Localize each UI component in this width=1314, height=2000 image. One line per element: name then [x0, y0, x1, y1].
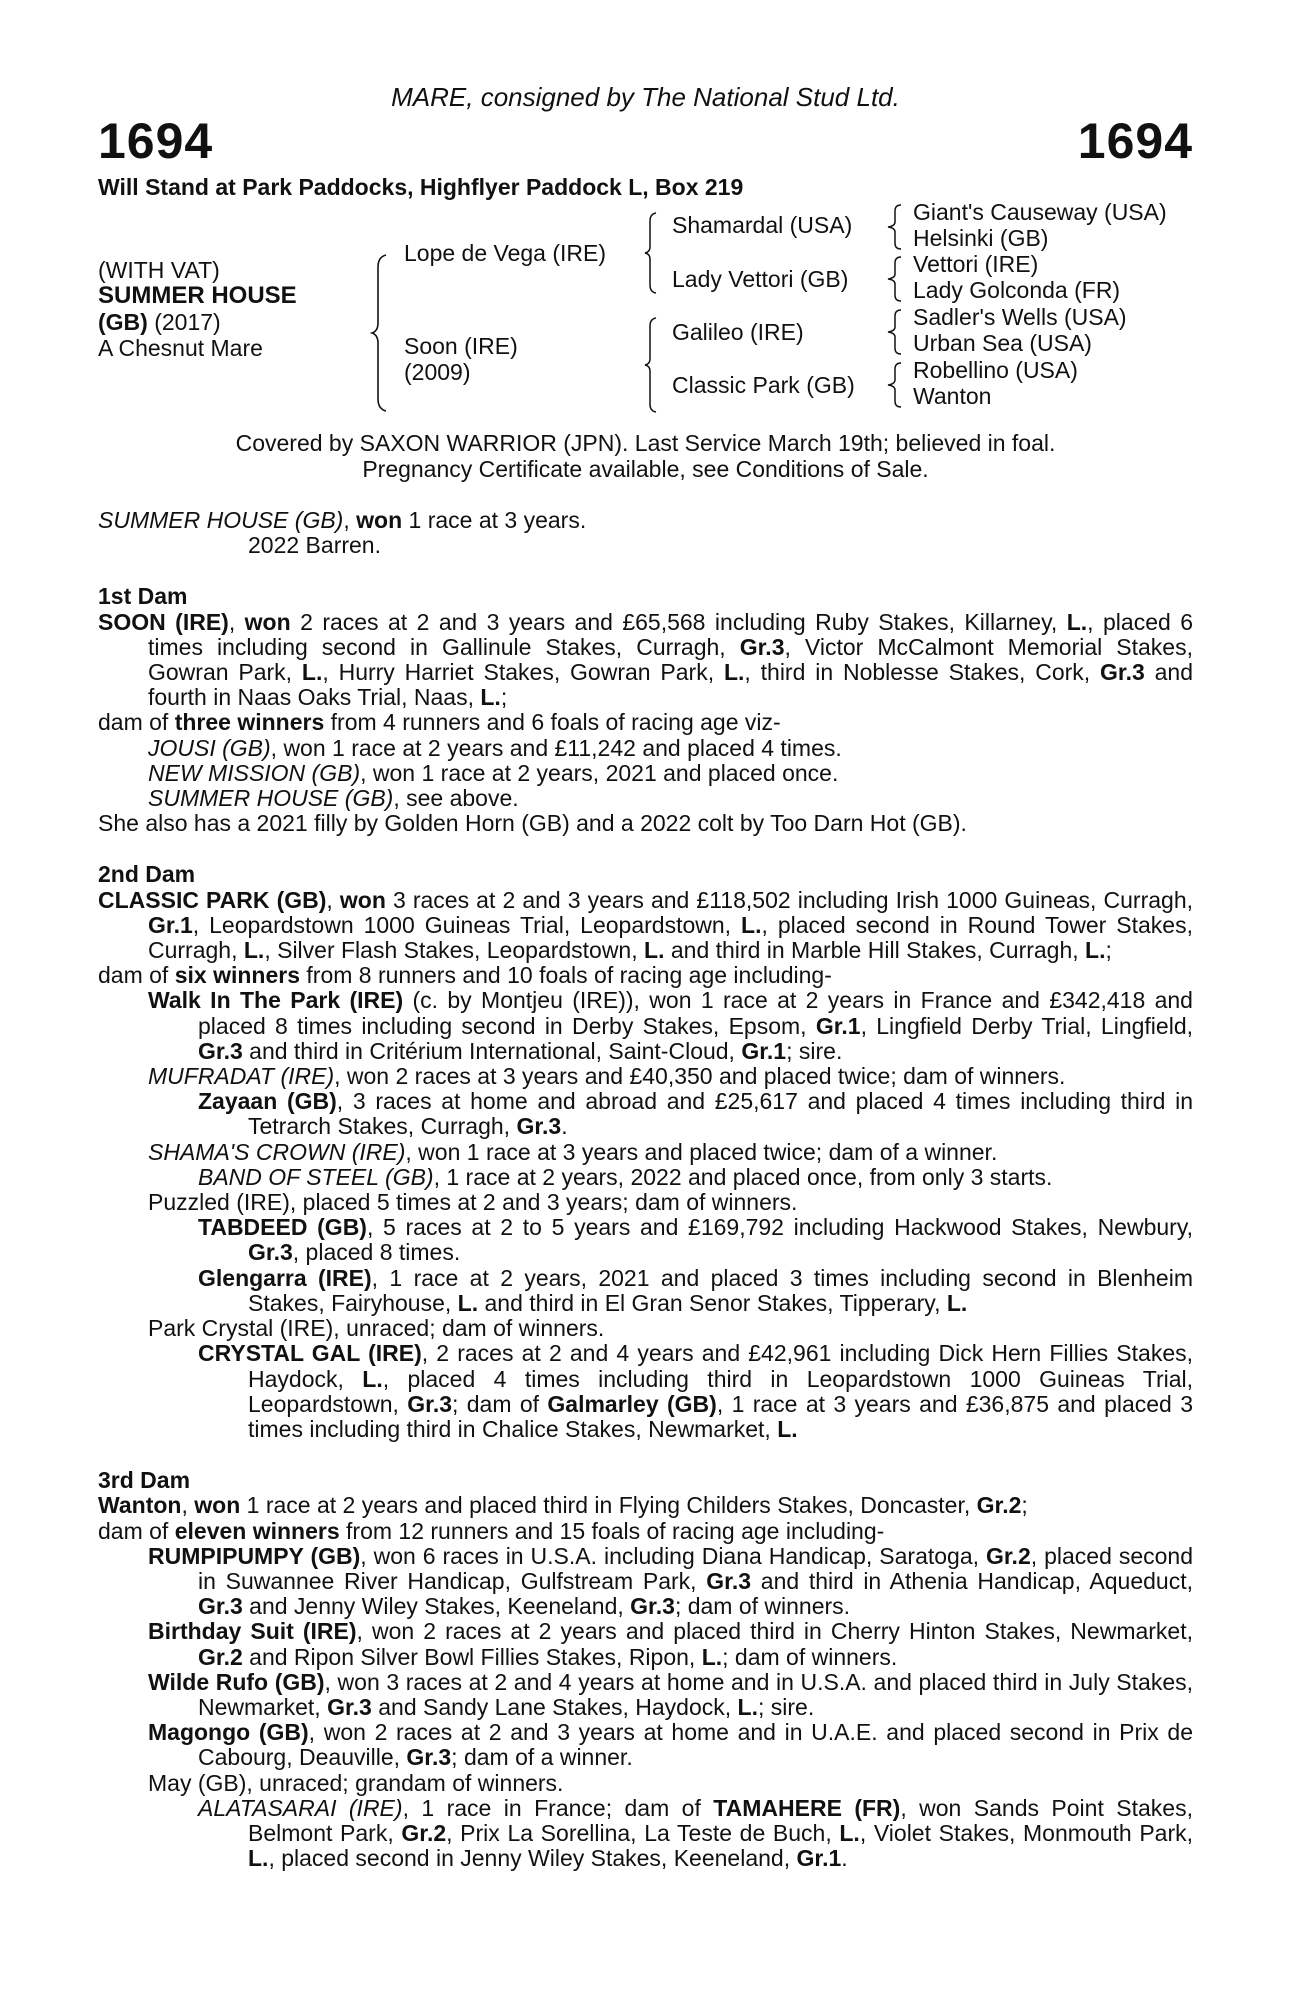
text-run: L.: [457, 1289, 479, 1316]
vat-note: (WITH VAT): [98, 257, 220, 283]
text-run: CLASSIC PARK (GB): [98, 886, 327, 913]
text-run: , placed second in Jenny Wiley Stakes, Keeneland,: [268, 1845, 797, 1872]
dam-dam-dam: Wanton: [913, 383, 992, 409]
pedigree-brace-sire: [643, 211, 659, 295]
text-run: Wanton: [98, 1492, 182, 1519]
text-run: , Victor McCalmont Memorial Stakes, Gowran Park,: [148, 633, 1193, 686]
text-run: , 1 race at 2 years, 2021 and placed 3 times including second in Blenheim Stakes, Fairyhouse,: [248, 1264, 1193, 1316]
text-run: , 1 race at 3 years and £36,875 and placed 3 times including third in Chalice Stakes, Newmarket,: [248, 1390, 1194, 1442]
second-dam-produce-summary: [98, 963, 1193, 988]
text-run: L.: [644, 937, 665, 964]
text-run: NEW MISSION (GB): [148, 759, 361, 786]
text-run: , placed second in Suwannee River Handicap, Gulfstream Park,: [198, 1542, 1193, 1594]
text-run: Gr.3: [739, 633, 785, 660]
text-run: , won 1 race at 3 years and placed twice; dam of a winner.: [405, 1138, 998, 1165]
third-dam-produce-summary: [98, 1519, 1193, 1544]
second-dam-foal-1: [98, 988, 1193, 1064]
text-run: ,: [228, 608, 245, 635]
pedigree-table: [98, 199, 1193, 418]
text-run: from 4 runners and 6 foals of racing age viz-: [324, 709, 781, 736]
text-run: , won 6 races in U.S.A. including Diana Handicap, Saratoga,: [360, 1542, 986, 1569]
text-run: dam of: [98, 1517, 175, 1544]
second-dam-grandfoal-4: [98, 1266, 1193, 1316]
dam-dam: Classic Park (GB): [672, 372, 855, 398]
text-run: ; sire.: [758, 1693, 815, 1720]
text-run: BAND OF STEEL (GB): [198, 1163, 434, 1190]
text-run: Gr.3: [516, 1113, 562, 1140]
pedigree-brace-main: [370, 253, 390, 413]
text-run: and fourth in Naas Oaks Trial, Naas,: [148, 659, 1194, 711]
text-run: , 5 races at 2 to 5 years and £169,792 including Hackwood Stakes, Newbury,: [366, 1214, 1194, 1241]
horse-country: (GB): [98, 309, 148, 335]
third-dam-foal-3: [98, 1670, 1193, 1720]
text-run: ; dam of: [452, 1390, 548, 1417]
text-run: Gr.1: [796, 1845, 842, 1872]
text-run: .: [561, 1113, 568, 1140]
text-run: , won Sands Point Stakes, Belmont Park,: [248, 1794, 1193, 1846]
text-run: won: [244, 608, 291, 635]
sire-dam-dam: Lady Golconda (FR): [913, 277, 1121, 303]
text-run: and third in Athenia Handicap, Aqueduct,: [751, 1567, 1193, 1594]
third-dam-heading: 3rd Dam: [98, 1467, 191, 1494]
text-run: from 12 runners and 15 foals of racing age including-: [339, 1517, 885, 1544]
first-dam-race-record: [98, 610, 1193, 711]
text-run: TAMAHERE (FR): [713, 1794, 901, 1821]
text-run: dam of: [98, 709, 175, 736]
text-run: ; dam of a winner.: [451, 1744, 633, 1771]
text-run: Galmarley (GB): [547, 1390, 717, 1417]
lot-number-left: 1694: [98, 113, 214, 169]
text-run: L.: [777, 1415, 798, 1442]
text-run: SHAMA'S CROWN (IRE): [148, 1138, 406, 1165]
text-run: won: [194, 1492, 241, 1519]
text-run: , third in Noblesse Stakes, Cork,: [744, 659, 1101, 686]
text-run: , placed 8 times.: [292, 1239, 461, 1266]
covering-note: [98, 430, 1193, 482]
text-run: JOUSI (GB): [148, 734, 271, 761]
text-run: L.: [301, 659, 323, 686]
text-run: Gr.2: [985, 1542, 1031, 1569]
second-dam-foal-3: [98, 1140, 1193, 1165]
own-record-detail: 1 race at 3 years.: [402, 507, 587, 533]
text-run: , placed second in Round Tower Stakes, Curragh,: [148, 911, 1193, 964]
dam-dam-sire: Robellino (USA): [913, 357, 1078, 383]
text-run: , placed 4 times including third in Leopardstown 1000 Guineas Trial, Leopardstown,: [248, 1365, 1194, 1417]
text-run: Gr.2: [198, 1643, 243, 1670]
text-run: L.: [1085, 937, 1106, 964]
text-run: Walk In The Park (IRE): [148, 987, 404, 1014]
consignment-line: MARE, consigned by The National Stud Ltd.: [391, 82, 900, 112]
text-run: L.: [839, 1819, 860, 1846]
text-run: three winners: [174, 709, 325, 736]
text-run: , Hurry Harriet Stakes, Gowran Park,: [322, 659, 724, 686]
sire-sire-sire: Giant's Causeway (USA): [913, 199, 1167, 225]
text-run: , won 1 race at 2 years, 2021 and placed once.: [360, 759, 839, 786]
text-run: Puzzled (IRE), placed 5 times at 2 and 3 years; dam of winners.: [148, 1189, 798, 1216]
text-run: 1 race at 2 years and placed third in Flying Childers Stakes, Doncaster,: [240, 1492, 977, 1519]
dam-sire-sire: Sadler's Wells (USA): [913, 304, 1127, 330]
text-run: Wilde Rufo (GB): [148, 1668, 325, 1695]
text-run: CRYSTAL GAL (IRE): [198, 1340, 422, 1367]
text-run: , 1 race at 2 years, 2022 and placed once, from only 3 starts.: [433, 1163, 1053, 1190]
text-run: SOON (IRE): [98, 608, 229, 635]
horse-year: (2017): [147, 309, 221, 335]
text-run: 2 races at 2 and 3 years and £65,568 including Ruby Stakes, Killarney,: [290, 608, 1067, 635]
text-run: , 3 races at home and abroad and £25,617 and placed 4 times including third in Tetrarch Stakes, Curragh,: [248, 1088, 1193, 1140]
dam-year: (2009): [404, 359, 471, 385]
third-dam-foal-1: [98, 1544, 1193, 1620]
text-run: Gr.1: [815, 1012, 861, 1039]
catalogue-body: [98, 508, 1193, 1871]
text-run: ; sire.: [786, 1037, 843, 1064]
text-run: L.: [701, 1643, 723, 1670]
text-run: ;: [1105, 937, 1112, 964]
sire-sire: Shamardal (USA): [672, 212, 853, 238]
dam: Soon (IRE): [404, 333, 518, 359]
text-run: TABDEED (GB): [198, 1214, 367, 1241]
sire: Lope de Vega (IRE): [404, 240, 607, 266]
stand-location: Will Stand at Park Paddocks, Highflyer Paddock L, Box 219: [98, 174, 744, 200]
own-record-produce: 2022 Barren.: [248, 532, 381, 559]
first-dam-produce-summary: [98, 710, 1193, 735]
text-run: ; dam of winners.: [722, 1643, 898, 1670]
text-run: MUFRADAT (IRE): [148, 1063, 335, 1090]
text-run: .: [841, 1845, 848, 1872]
text-run: Gr.1: [148, 911, 193, 938]
text-run: Gr.3: [406, 1744, 452, 1771]
text-run: ; dam of winners.: [674, 1593, 851, 1620]
text-run: , won 3 races at 2 and 4 years at home and in U.S.A. and placed third in July Stakes, Newmarket,: [198, 1668, 1194, 1720]
text-run: Gr.3: [198, 1037, 243, 1064]
text-run: L.: [248, 1845, 269, 1872]
text-run: Gr.2: [401, 1819, 447, 1846]
text-run: and Jenny Wiley Stakes, Keeneland,: [242, 1593, 631, 1620]
own-record-sep: ,: [343, 507, 357, 533]
covering-line-1: Covered by SAXON WARRIOR (JPN). Last Service March 19th; believed in foal.: [235, 430, 1056, 456]
second-dam-heading: 2nd Dam: [98, 861, 196, 888]
third-dam-foal-2: [98, 1619, 1193, 1669]
third-dam-foal-5: [98, 1771, 1193, 1796]
dam-sire: Galileo (IRE): [672, 319, 804, 345]
first-dam-foal-3: [98, 786, 1193, 811]
text-run: and third in El Gran Senor Stakes, Tipperary,: [478, 1289, 947, 1316]
pedigree-brace-dam: [643, 316, 659, 414]
text-run: Gr.3: [198, 1593, 243, 1620]
text-run: Gr.1: [741, 1037, 787, 1064]
text-run: , won 2 races at 2 years and placed third in Cherry Hinton Stakes, Newmarket,: [356, 1618, 1193, 1645]
text-run: ,: [326, 886, 340, 913]
second-dam-race-record: [98, 888, 1193, 964]
text-run: , 2 races at 2 and 4 years and £42,961 including Dick Hern Fillies Stakes, Haydock,: [248, 1340, 1193, 1392]
horse-description: A Chesnut Mare: [98, 335, 263, 361]
first-dam-note: [98, 811, 1193, 836]
text-run: ALATASARAI (IRE): [198, 1794, 403, 1821]
text-run: won: [339, 886, 386, 913]
text-run: , won 2 races at 2 and 3 years at home and in U.A.E. and placed second in Prix de Cabourg, Deauville,: [198, 1719, 1193, 1771]
text-run: (c. by Montjeu (IRE)), won 1 race at 2 years in France and £342,418 and placed 8 times including second in Derby Stakes, Epsom,: [198, 987, 1193, 1039]
text-run: Gr.3: [407, 1390, 453, 1417]
pedigree-brace-3a: [886, 202, 904, 252]
horse-name-line2: [98, 309, 221, 335]
second-dam-grandfoal-3: [98, 1215, 1193, 1265]
text-run: and Ripon Silver Bowl Fillies Stakes, Ripon,: [242, 1643, 702, 1670]
pedigree-brace-3c: [886, 307, 904, 357]
lot-number-right: 1694: [1077, 113, 1193, 169]
second-dam-grandfoal-1: [98, 1089, 1193, 1139]
text-run: L.: [723, 659, 745, 686]
text-run: , placed 6 times including second in Gallinule Stakes, Curragh,: [148, 608, 1193, 660]
text-run: ;: [1021, 1492, 1028, 1519]
text-run: Magongo (GB): [148, 1719, 309, 1746]
first-dam-heading: 1st Dam: [98, 583, 188, 610]
text-run: , Leopardstown 1000 Guineas Trial, Leopardstown,: [192, 911, 742, 938]
second-dam-foal-4: [98, 1190, 1193, 1215]
text-run: , Violet Stakes, Monmouth Park,: [859, 1819, 1193, 1846]
text-run: Gr.3: [327, 1693, 372, 1720]
pedigree-brace-3b: [886, 254, 904, 304]
text-run: L.: [946, 1289, 968, 1316]
sire-dam-sire: Vettori (IRE): [913, 251, 1039, 277]
text-run: ;: [500, 684, 508, 711]
text-run: L.: [737, 1693, 758, 1720]
text-run: , won 1 race at 2 years and £11,242 and placed 4 times.: [270, 734, 842, 761]
text-run: L.: [1066, 608, 1088, 635]
sire-sire-dam: Helsinki (GB): [913, 225, 1049, 251]
first-dam-foal-2: [98, 761, 1193, 786]
text-run: L.: [243, 937, 265, 964]
text-run: May (GB), unraced; grandam of winners.: [148, 1769, 564, 1796]
text-run: Park Crystal (IRE), unraced; dam of winners.: [148, 1315, 605, 1342]
text-run: six winners: [174, 962, 300, 989]
text-run: and third in Critérium International, Saint-Cloud,: [242, 1037, 742, 1064]
text-run: 3 races at 2 and 3 years and £118,502 including Irish 1000 Guineas, Curragh,: [385, 886, 1194, 913]
text-run: , see above.: [393, 785, 519, 812]
pedigree-brace-3d: [886, 360, 904, 410]
text-run: Gr.2: [976, 1492, 1022, 1519]
own-record-name: SUMMER HOUSE (GB): [98, 507, 344, 533]
text-run: , 1 race in France; dam of: [402, 1794, 714, 1821]
text-run: Zayaan (GB): [198, 1088, 337, 1115]
horse-name: SUMMER HOUSE: [98, 282, 297, 309]
own-record: [98, 508, 1193, 533]
text-run: Glengarra (IRE): [198, 1264, 372, 1291]
text-run: from 8 runners and 10 foals of racing age including-: [300, 962, 832, 989]
text-run: , Silver Flash Stakes, Leopardstown,: [264, 937, 645, 964]
text-run: Gr.3: [248, 1239, 293, 1266]
text-run: Gr.3: [706, 1567, 752, 1594]
text-run: dam of: [98, 962, 175, 989]
text-run: L.: [362, 1365, 383, 1392]
text-run: RUMPIPUMPY (GB): [148, 1542, 361, 1569]
own-record-won: won: [356, 507, 403, 533]
text-run: L.: [741, 911, 762, 938]
third-dam-race-record: [98, 1493, 1193, 1518]
text-run: and Sandy Lane Stakes, Haydock,: [371, 1693, 738, 1720]
text-run: eleven winners: [174, 1517, 340, 1544]
sire-dam: Lady Vettori (GB): [672, 266, 849, 292]
second-dam-foal-5: [98, 1316, 1193, 1341]
second-dam-grandfoal-5: [98, 1341, 1193, 1442]
text-run: L.: [480, 684, 501, 711]
text-run: SUMMER HOUSE (GB): [148, 785, 394, 812]
dam-sire-dam: Urban Sea (USA): [913, 330, 1092, 356]
text-run: She also has a 2021 filly by Golden Horn (GB) and a 2022 colt by Too Darn Hot (GB).: [98, 810, 967, 837]
text-run: ,: [181, 1492, 195, 1519]
text-run: Birthday Suit (IRE): [148, 1618, 357, 1645]
second-dam-grandfoal-2: [98, 1165, 1193, 1190]
text-run: , Prix La Sorellina, La Teste de Buch,: [446, 1819, 840, 1846]
third-dam-grandfoal-1: [98, 1796, 1193, 1872]
text-run: Gr.3: [1100, 659, 1145, 686]
second-dam-foal-2: [98, 1064, 1193, 1089]
third-dam-foal-4: [98, 1720, 1193, 1770]
first-dam-foal-1: [98, 736, 1193, 761]
text-run: , won 2 races at 3 years and £40,350 and placed twice; dam of winners.: [334, 1063, 1066, 1090]
text-run: and third in Marble Hill Stakes, Curragh,: [664, 937, 1086, 964]
text-run: Gr.3: [630, 1593, 675, 1620]
text-run: , Lingfield Derby Trial, Lingfield,: [860, 1012, 1193, 1039]
covering-line-2: Pregnancy Certificate available, see Conditions of Sale.: [362, 456, 929, 482]
